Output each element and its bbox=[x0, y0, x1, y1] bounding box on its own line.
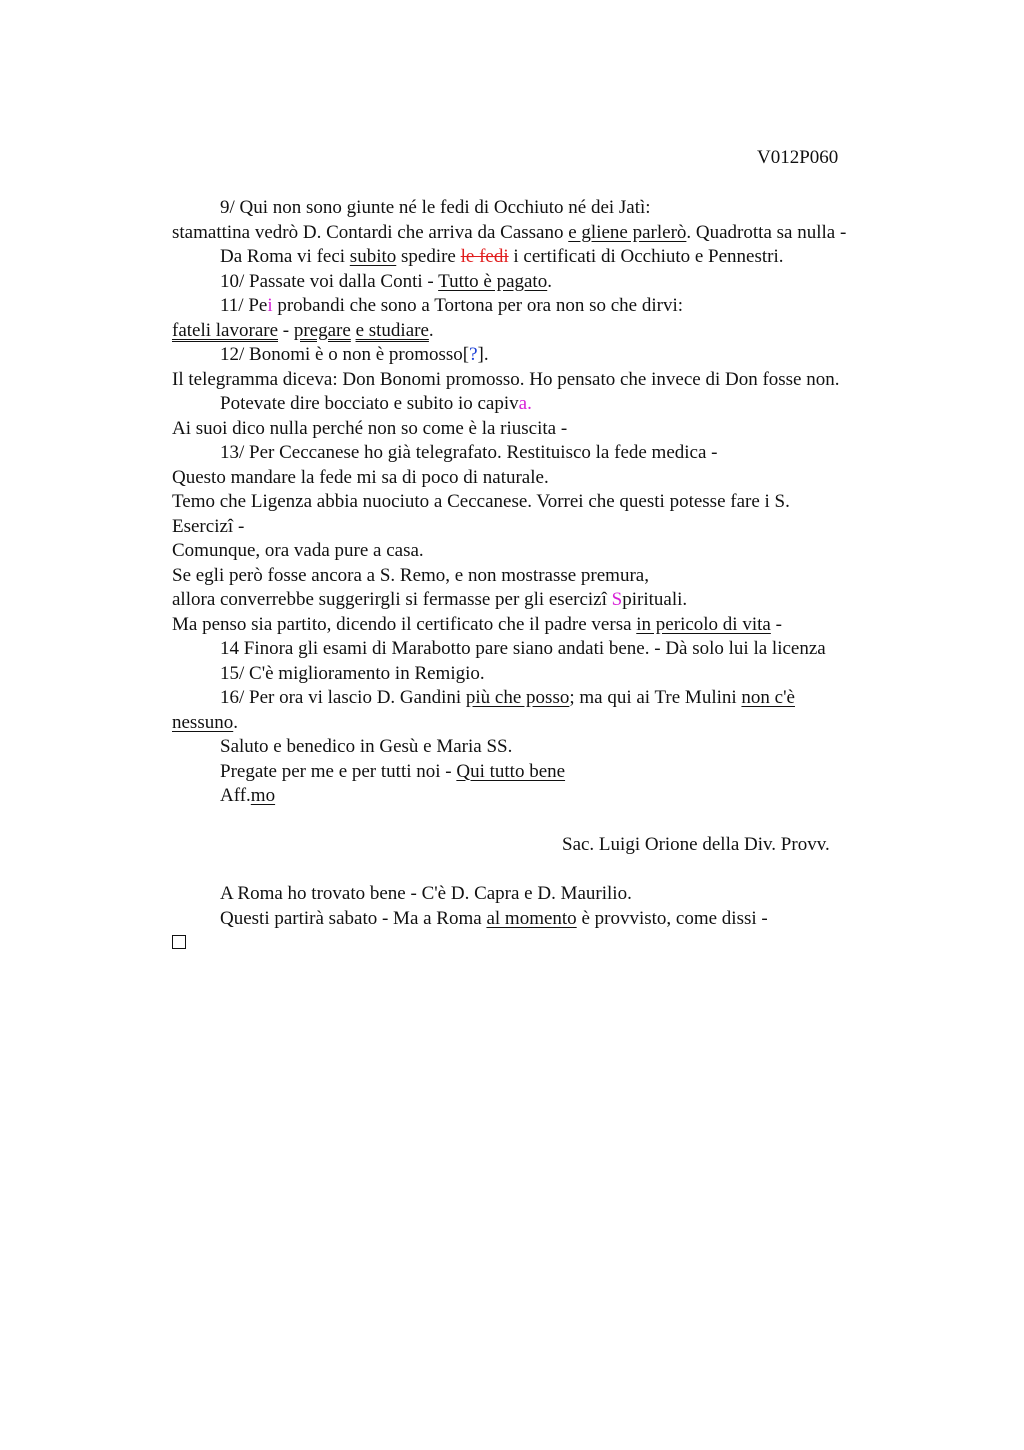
line-18 bbox=[172, 613, 932, 638]
text: Questi partirà sabato - Ma a Roma bbox=[220, 907, 487, 929]
underlined-text: al momento bbox=[486, 907, 577, 929]
text: . bbox=[428, 319, 434, 341]
text: spedire bbox=[396, 246, 461, 267]
underlined-text: subito bbox=[349, 246, 397, 267]
text: 12/ Bonomi è o non è promosso[ bbox=[220, 344, 470, 365]
underlined-text: nessuno bbox=[172, 711, 234, 733]
text: A Roma ho trovato bene - C'è D. Capra e D. Maurilio. bbox=[220, 883, 632, 904]
line-6 bbox=[172, 319, 932, 344]
signature-text: Sac. Luigi Orione della Div. Provv. bbox=[562, 834, 830, 855]
text: - bbox=[770, 613, 782, 635]
text: Da Roma vi feci bbox=[220, 246, 350, 267]
signature bbox=[172, 833, 932, 858]
editorial-insert: a bbox=[518, 393, 528, 414]
line-7 bbox=[172, 343, 932, 368]
line-9 bbox=[172, 392, 932, 417]
line-2 bbox=[172, 221, 932, 246]
text: 11/ Pe bbox=[220, 295, 268, 316]
text: Aff. bbox=[220, 785, 251, 806]
line-5 bbox=[172, 294, 932, 319]
text: Potevate dire bocciato e subito io capiv bbox=[220, 393, 519, 414]
text: Questo mandare la fede mi sa di poco di naturale. bbox=[172, 466, 549, 488]
editorial-insert: i bbox=[267, 295, 273, 316]
text: allora converrebbe suggerirgli si fermasse per gli esercizî bbox=[172, 589, 612, 610]
text: 14 Finora gli esami di Marabotto pare siano andati bene. - Dà solo lui la licenza bbox=[220, 638, 826, 659]
text: 16/ Per ora vi lascio D. Gandini bbox=[220, 687, 466, 708]
line-16 bbox=[172, 564, 932, 589]
text: ]. bbox=[477, 344, 489, 365]
text: 15/ C'è miglioramento in Remigio. bbox=[220, 662, 485, 684]
struck-text: le fedi bbox=[460, 246, 509, 267]
text: 9/ Qui non sono giunte né le fedi di Occhiuto né dei Jatì: bbox=[220, 197, 651, 218]
text: Il telegramma diceva: Don Bonomi promosso. Ho pensato che invece di Don fosse non. bbox=[172, 368, 840, 390]
text: Ai suoi dico nulla perché non so come è la riuscita - bbox=[172, 417, 568, 439]
line-10 bbox=[172, 417, 932, 442]
text: stamattina vedrò D. Contardi che arriva da Cassano bbox=[172, 221, 569, 243]
editorial-query: ? bbox=[469, 344, 478, 365]
postscript-2 bbox=[172, 907, 932, 932]
editorial-insert: . bbox=[527, 393, 532, 414]
line-1 bbox=[172, 196, 932, 221]
text: Saluto e benedico in Gesù e Maria SS. bbox=[220, 736, 513, 757]
postscript-1 bbox=[172, 882, 932, 907]
blank-line bbox=[172, 809, 932, 834]
text: i certificati di Occhiuto e Pennestri. bbox=[508, 246, 784, 267]
text: Ma penso sia partito, dicendo il certificato che il padre versa bbox=[172, 613, 637, 635]
double-underlined-text: pregare bbox=[293, 319, 351, 341]
text: 10/ Passate voi dalla Conti - bbox=[220, 270, 439, 292]
editorial-insert: S bbox=[611, 589, 623, 610]
line-23 bbox=[172, 735, 932, 760]
text: Temo che Ligenza abbia nuociuto a Ceccanese. Vorrei che questi potesse fare i S. bbox=[172, 491, 790, 512]
line-11 bbox=[172, 441, 932, 466]
square-icon bbox=[172, 935, 186, 949]
underlined-text: in pericolo di vita bbox=[636, 613, 771, 635]
line-15 bbox=[172, 539, 932, 564]
line-19 bbox=[172, 637, 932, 662]
text: 13/ Per Ceccanese ho già telegrafato. Restituisco la fede medica - bbox=[220, 442, 718, 463]
text: probandi che sono a Tortona per ora non so che dirvi: bbox=[272, 295, 684, 316]
text: . Quadrotta sa nulla - bbox=[686, 221, 847, 243]
underlined-text: non c'è bbox=[741, 687, 795, 708]
text: - bbox=[233, 515, 245, 537]
line-12 bbox=[172, 466, 932, 491]
text: pirituali. bbox=[622, 589, 688, 610]
end-marker bbox=[172, 931, 932, 956]
line-13 bbox=[172, 490, 932, 515]
text: Pregate per me e per tutti noi - bbox=[220, 760, 457, 782]
text: è provvisto, come dissi - bbox=[576, 907, 768, 929]
line-21 bbox=[172, 686, 932, 711]
double-underlined-text: e studiare bbox=[355, 319, 429, 341]
underlined-text: e gliene parlerò bbox=[568, 221, 687, 243]
line-14 bbox=[172, 515, 932, 540]
underlined-text: Qui tutto bene bbox=[456, 760, 566, 782]
underlined-text: Tutto è pagato bbox=[438, 270, 548, 292]
line-20 bbox=[172, 662, 932, 687]
text: Comunque, ora vada pure a casa. bbox=[172, 540, 424, 561]
underlined-text: mo bbox=[250, 785, 276, 806]
line-17 bbox=[172, 588, 932, 613]
underlined-text: più che posso bbox=[465, 687, 570, 708]
letter-body bbox=[172, 196, 932, 956]
page-id: V012P060 bbox=[757, 147, 839, 168]
line-8 bbox=[172, 368, 932, 393]
text: ; ma qui ai Tre Mulini bbox=[569, 687, 742, 708]
text: . bbox=[547, 270, 552, 292]
line-3 bbox=[172, 245, 932, 270]
text: - bbox=[278, 319, 294, 341]
text: . bbox=[233, 711, 238, 733]
line-4 bbox=[172, 270, 932, 295]
line-22 bbox=[172, 711, 932, 736]
text: Se egli però fosse ancora a S. Remo, e non mostrasse premura, bbox=[172, 564, 649, 586]
text: Esercizî bbox=[172, 515, 234, 537]
blank-line bbox=[172, 858, 932, 883]
double-underlined-text: fateli lavorare bbox=[172, 319, 279, 341]
line-25 bbox=[172, 784, 932, 809]
line-24 bbox=[172, 760, 932, 785]
